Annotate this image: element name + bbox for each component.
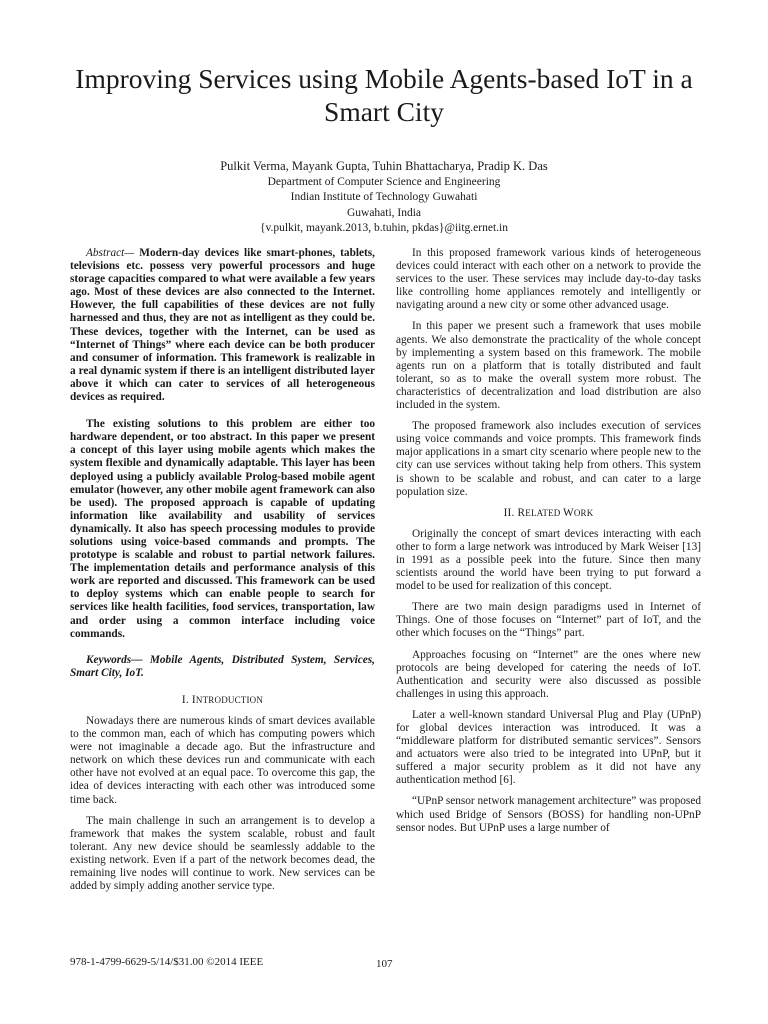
affiliation-block: [60, 175, 708, 236]
institute: Indian Institute of Technology Guwahati: [290, 191, 478, 204]
author-list: Pulkit Verma, Mayank Gupta, Tuhin Bhattacharya, Pradip K. Das: [220, 159, 548, 173]
department: Department of Computer Science and Engineering: [267, 176, 501, 188]
section2-name-2: ORK: [573, 507, 594, 518]
author-emails: {v.pulkit, mayank.2013, b.tuhin, pkdas}@iitg.ernet.in: [260, 221, 508, 234]
intro-paragraph-4: In this paper we present such a framework that uses mobile agents. We also demonstrate the practicality of the whole concept by implementing a system based on this framework. The mobile agents run on a platform that is totally distributed and fault tolerant, so as to make the overall system more robust. The characteristics of decentralization and load distribution are also included in the system.: [396, 320, 701, 412]
keywords: Keywords— Mobile Agents, Distributed System, Services, Smart City, IoT.: [70, 653, 375, 679]
intro-paragraph-5: The proposed framework also includes execution of services using voice commands and voice prompts. This framework finds major applications in a smart city scenario where people new to the city can use services without taking help from others. This system is shown to be scalable and robust, and can cater to a large population size.: [396, 420, 701, 498]
copyright-footer: 978-1-4799-6629-5/14/$31.00 ©2014 IEEE: [70, 956, 264, 968]
abstract-text-1: Modern-day devices like smart-phones, tablets, televisions etc. possess very powerful processors and huge storage capacities compared to what were available a few years ago. Most of these devices are also connected to the Internet. However, the full capabilities of these devices are not fully harnessed and thus, they are not as intelligent as they could be. These devices, together with the Internet, can be used as “Internet of Things” where each device can be both producer and consumer of information. This framework is realizable in a real dynamic system if there is an intelligent distributed layer above it which can cater to services of all heterogeneous devices as required.: [70, 247, 375, 404]
section1-number: I. I: [181, 693, 196, 706]
related-paragraph-4: Later a well-known standard Universal Plug and Play (UPnP) for global devices interaction was introduced. It was a “middleware platform for distributed semantic services”. Sensors and actuators were also tried to be integrated into UPnP, but it suffered a major security problem as it did not have any authentication method [6].: [396, 708, 701, 787]
abstract-paragraph-2: The existing solutions to this problem are either too hardware dependent, or too abstract. In this paper we present a concept of this layer using mobile agents which makes the system flexible and dynamically adaptable. This layer has been deployed using a publicly available Prolog-based mobile agent emulator (however, any other mobile agent framework can also be used). The proposed approach is capable of updating information like availability and usability of services dynamically. It also has speech processing modules to provide solutions using voice-based commands and prompts. The prototype is scalable and robust to partial network failures. The implementation details and performance analysis of this work are reported and discussed. This framework can be used to deploy systems which can enable people to search for services like health facilities, food services, transportation, law and order using a common interface including voice commands.: [70, 418, 375, 640]
related-paragraph-2: There are two main design paradigms used in Internet of Things. One of those focuses on “Internet” part of IoT, and the other which focuses on the “Things” part.: [396, 601, 701, 640]
page-number: 107: [376, 958, 393, 970]
section1-name: NTRODUCTION: [195, 694, 264, 705]
paper-title: Improving Services using Mobile Agents-based IoT in a Smart City: [75, 63, 693, 127]
intro-paragraph-3: In this proposed framework various kinds of heterogeneous devices could interact with each other on a network to provide the services to the user. These services may include day-to-day tasks like controlling home appliances remotely and intelligently or navigating around a new city or some other advanced usage.: [396, 247, 701, 312]
intro-paragraph-1: Nowadays there are numerous kinds of smart devices available to the common man, each of which has computing powers which were not imaginable a decade ago. But the infrastructure and network on which these devices run and communicate with each other have not evolved at an equal pace. To overcome this gap, the idea of devices interacting with each other was introduced some time back.: [70, 715, 375, 806]
abstract-lead: Abstract—: [86, 247, 135, 259]
section-heading-introduction: [70, 694, 375, 707]
section2-w: W: [562, 506, 574, 519]
left-column: [70, 247, 375, 901]
abstract-paragraph-1: [70, 247, 375, 404]
section2-number: II. R: [503, 506, 526, 519]
location: Guwahati, India: [346, 206, 422, 219]
related-paragraph-5: “UPnP sensor network management architecture” was proposed which used Bridge of Sensors (BOSS) for handling non-UPnP sensor nodes. But UPnP uses a large number of: [396, 795, 701, 834]
right-column: [396, 247, 701, 843]
related-paragraph-1: Originally the concept of smart devices interacting with each other to form a large network was introduced by Mark Weiser [13] in 1991 as a possible peek into the future. Since then many scientists around the world have been trying to put forward a model to be used for realization of this concept.: [396, 527, 701, 593]
section-heading-related-work: [396, 507, 701, 520]
intro-paragraph-2: The main challenge in such an arrangement is to develop a framework that makes the system scalable, robust and fault tolerant. Any new device should be seamlessly addable to the existing network. Even if a part of the network becomes dead, the remaining live nodes will continue to work. New services can be added by simply adding another service type.: [70, 814, 375, 893]
section2-name-1: ELATED: [525, 507, 563, 518]
related-paragraph-3: Approaches focusing on “Internet” are the ones where new protocols are being developed for catering the needs of IoT. Authentication and security were also discussed as possible challenges in using this approach.: [396, 648, 701, 700]
